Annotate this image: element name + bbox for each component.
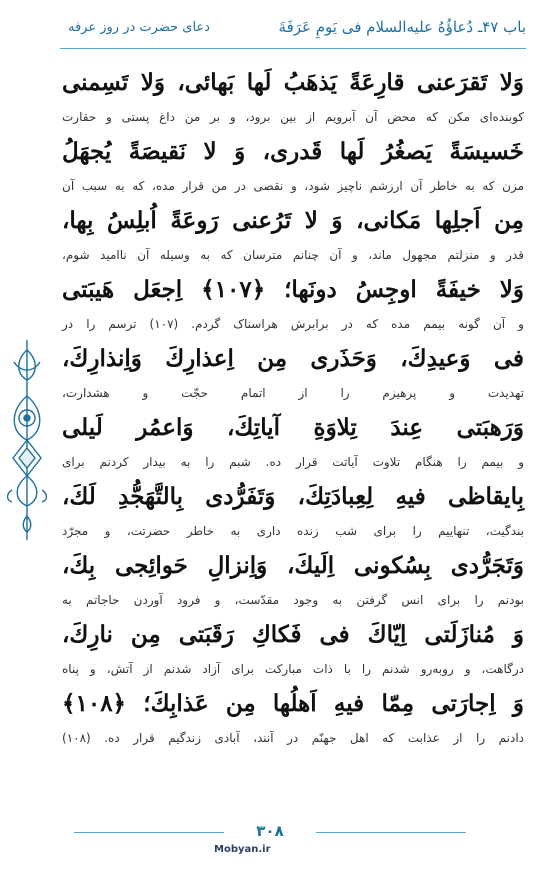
translation-line: درگاهت، و روبه‌رو شدنم را با ذات مبارکت برای آزاد شدنم از آتش، و پناه: [62, 662, 524, 676]
margin-ornament-icon: [4, 340, 50, 540]
translation-line: بندگیت، تنهاییم را برای شب زنده داری به خاطر حضرتت، و مجرّد: [62, 524, 524, 538]
page-footer: [14, 820, 526, 860]
arabic-line: بِايقاظی فيهِ لِعِبادَتِكَ، وَتَفَرُّدی بِالتَّهَجُّدِ لَكَ،: [62, 483, 524, 510]
arabic-line: مِن اَجلِها مَكانی، وَ لا تَرُعنی رَوعَةً اُبلِسُ بِها،: [62, 207, 524, 234]
chapter-title: باب ۴۷ـ دُعاؤُهُ عليه‌السلام فى يَومِ عَرَفَةَ: [278, 18, 526, 36]
arabic-line: وَلا خيفَةً اوجِسُ دونَها؛ ﴿۱۰۷﴾ اِجعَل هَيبَتی: [62, 276, 525, 303]
arabic-line: وَ اِجارَتی مِمّا فيهِ اَهلُها مِن عَذابِكَ؛ ﴿۱۰۸﴾: [62, 690, 524, 717]
header-divider: [60, 48, 526, 49]
arabic-line: خَسيسَةً يَصغُرُ لَها قَدری، وَ لا نَقيصَةً يُجهَلُ: [62, 138, 524, 165]
page-number: ۳۰۸: [256, 822, 284, 840]
translation-line: و آن گونه بیمم مده که در برابرش هراسناک گردم. (۱۰۷) ترسم را در: [62, 317, 524, 331]
site-watermark: Mobyan.ir: [214, 844, 271, 855]
translation-line: مزن که به خاطر آن ارزشم ناچیز شود، و نقصی در من قرار مده، که به سبب آن: [62, 179, 524, 193]
footer-divider: [74, 832, 224, 833]
arabic-line: وَ مُنازَلَتی اِيّاكَ فی فَكاكِ رَقَبَتی مِن نارِكَ،: [62, 621, 524, 648]
translation-line: بودنم را برای انس گرفتن به وجود مقدّست، و فرود آوردن حاجاتم به: [62, 593, 524, 607]
arabic-line: وَلا تَقرَعنی قارِعَةً يَذهَبُ لَها بَهائی، وَلا تَسِمنی: [62, 69, 524, 96]
arabic-line: وَتَجَرُّدی بِسُكونی اِلَيكَ، وَاِنزالِ حَوائِجی بِكَ،: [62, 552, 524, 579]
translation-line: قدر و منزلتم مجهول ماند، و آن چنانم مترسان که به وسیله آن ناامید شوم،: [62, 248, 524, 262]
translation-line: و بیمم را هنگام تلاوت آیاتت قرار ده. شبم را به بیدار کردنم برای: [62, 455, 524, 469]
arabic-line: وَرَهبَتی عِندَ تِلاوَةِ آياتِكَ، وَاعمُر لَيلی: [62, 414, 524, 441]
page-header: [60, 14, 526, 48]
arabic-line: فی وَعيدِكَ، وَحَذَری مِن اِعذارِكَ وَاِنذارِكَ،: [62, 345, 524, 372]
translation-line: کوبنده‌ای مکن که محض آن آبرویم از بین برود، و بر من داغ پستی و حقارت: [62, 110, 524, 124]
section-subtitle: دعای حضرت در روز عرفه: [68, 20, 210, 35]
translation-line: تهدیدت و پرهیزم را از اتمام حجّت و هشدارت،: [62, 386, 524, 400]
translation-line: دادنم را از عذابت که اهل جهنّم در آنند، آبادی زندگیم قرار ده. (۱۰۸): [62, 731, 524, 745]
page-content: [60, 62, 526, 822]
